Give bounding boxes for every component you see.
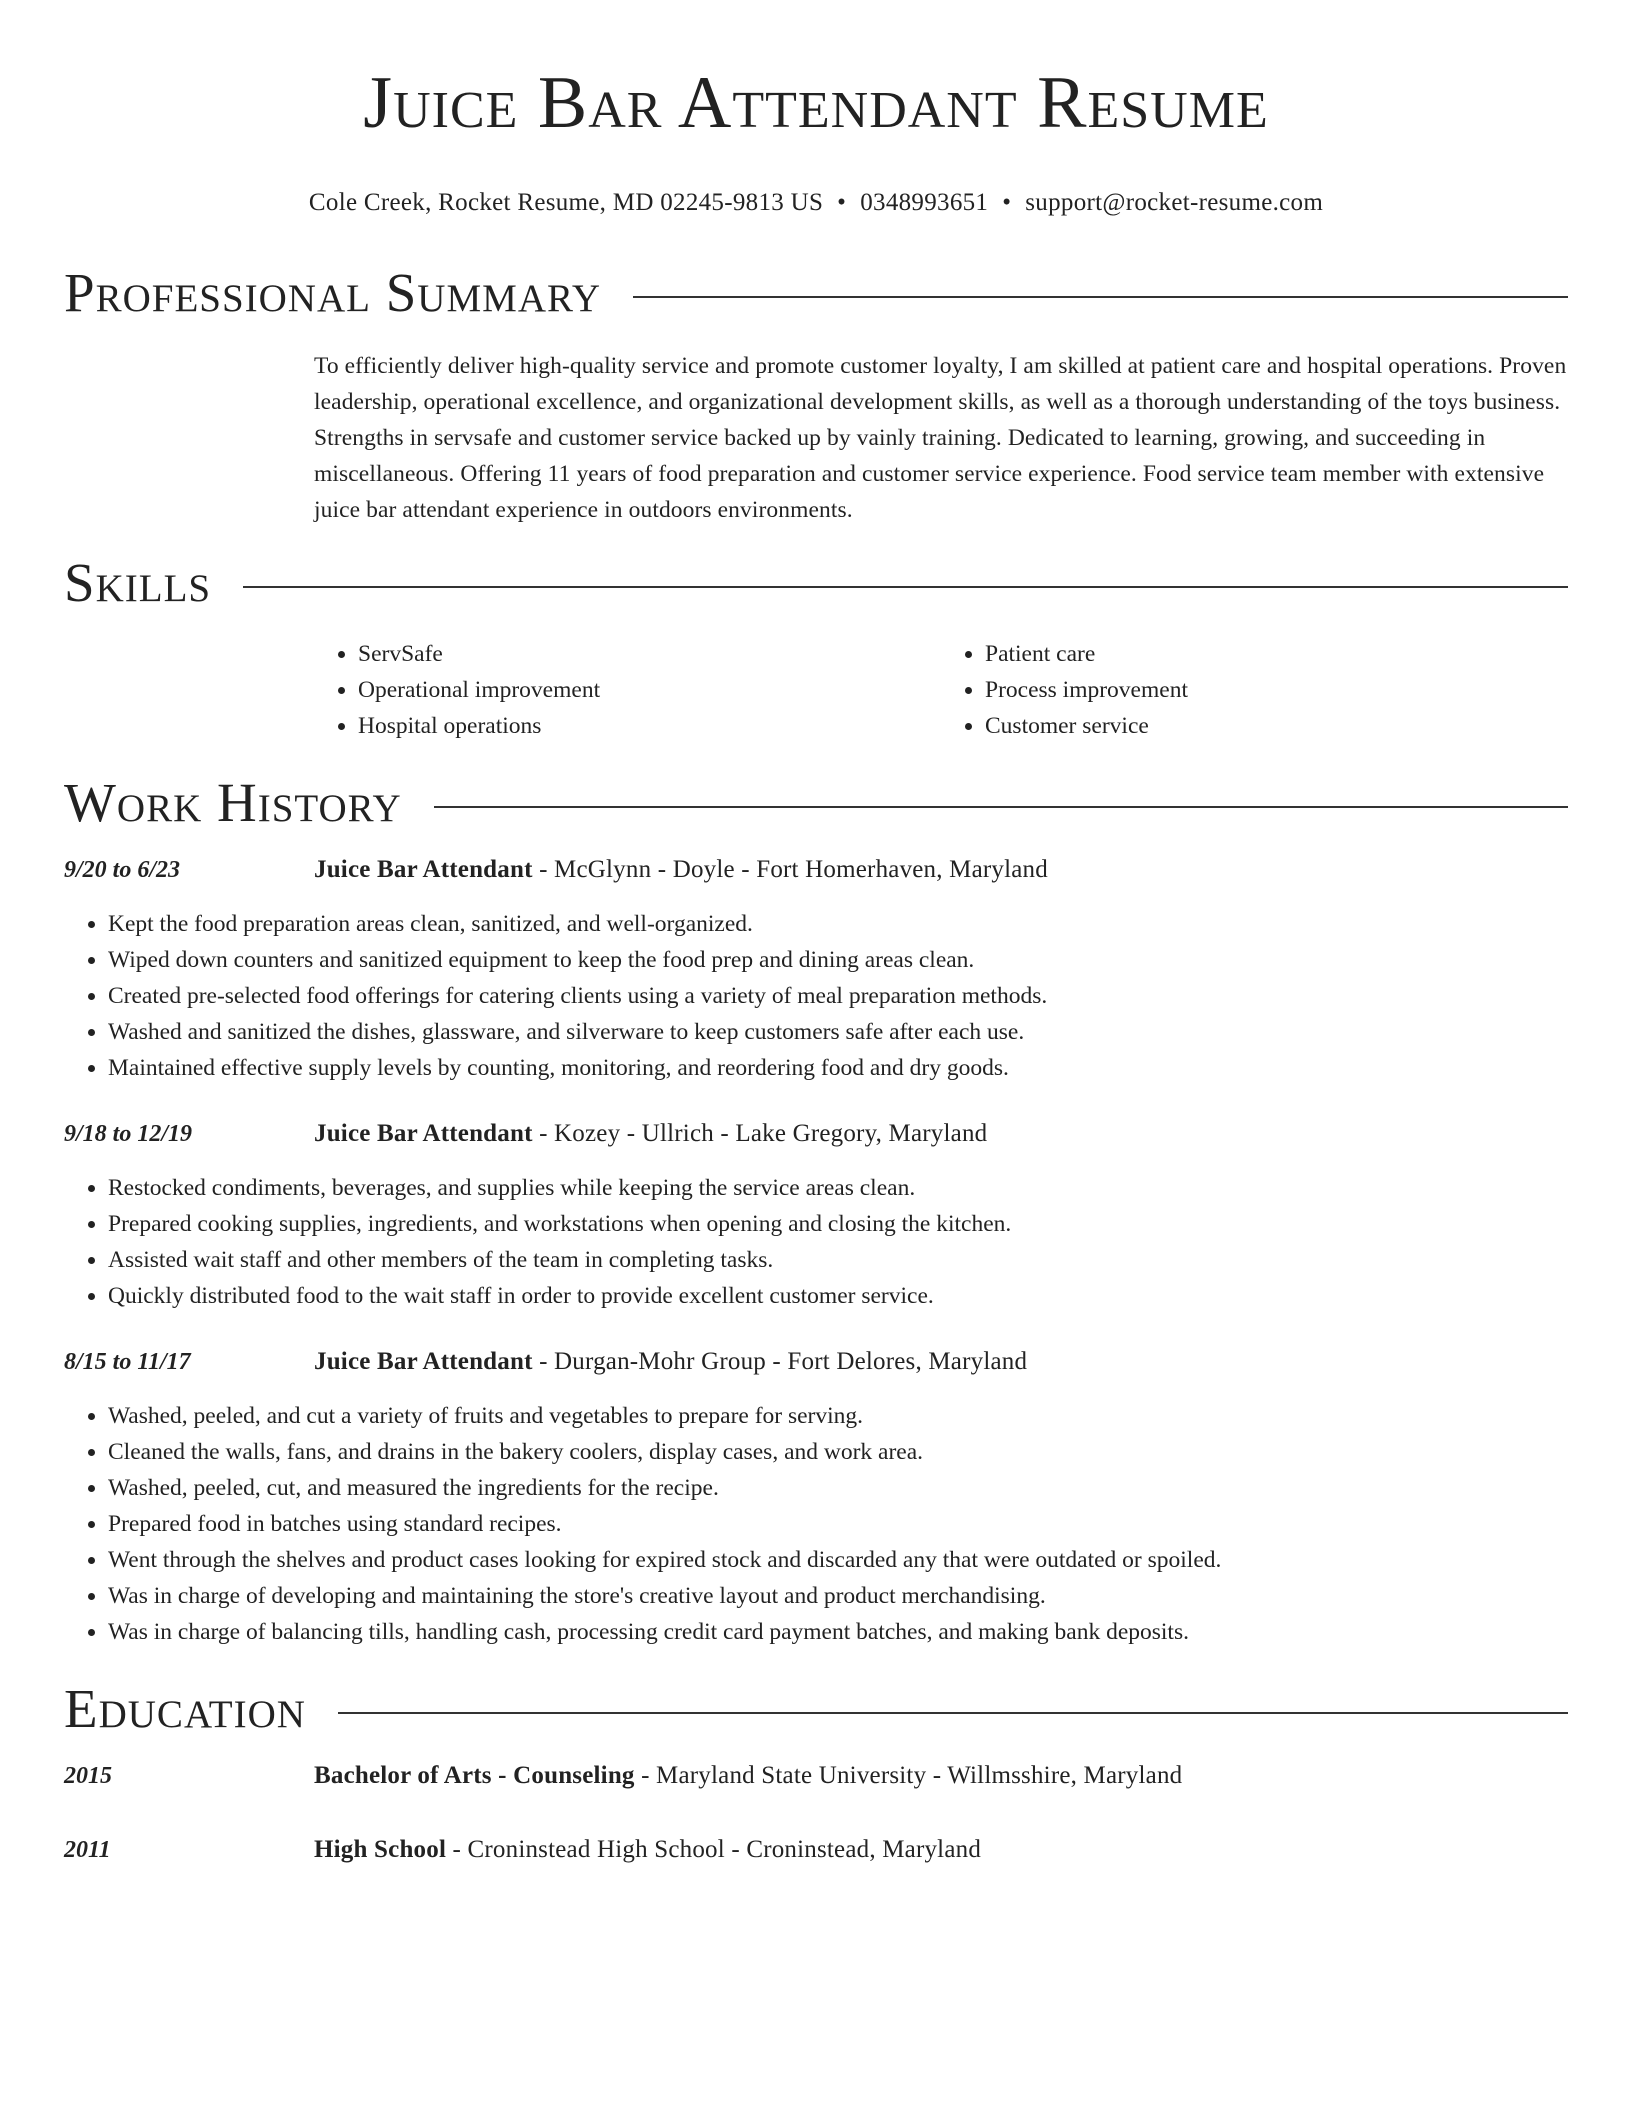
summary-section-header <box>64 262 1568 324</box>
job-bullet: • Prepared food in batches using standard recipes. <box>108 1506 1568 1542</box>
education-entry <box>64 1762 1568 1790</box>
job-bullets <box>64 1170 1568 1314</box>
skill-item: • Patient care <box>985 636 1568 672</box>
skill-item: • Customer service <box>985 708 1568 744</box>
section-divider <box>633 296 1568 298</box>
skills-list <box>314 636 1568 744</box>
job-bullets <box>64 906 1568 1086</box>
job-bullet: • Washed, peeled, and cut a variety of fruits and vegetables to prepare for serving. <box>108 1398 1568 1434</box>
job-bullet: • Went through the shelves and product cases looking for expired stock and discarded any that were outdated or spoiled. <box>108 1542 1568 1578</box>
job-details: - Durgan-Mohr Group - Fort Delores, Maryland <box>532 1347 1028 1375</box>
job-bullet: • Prepared cooking supplies, ingredients, and workstations when opening and closing the kitchen. <box>108 1206 1568 1242</box>
job-bullet: • Wiped down counters and sanitized equipment to keep the food prep and dining areas clean. <box>108 942 1568 978</box>
job-heading <box>314 856 1048 884</box>
contact-line <box>64 188 1568 218</box>
work-section-title: Work History <box>64 771 402 833</box>
skills-section-header <box>64 552 1568 614</box>
education-degree: High School <box>314 1835 447 1863</box>
job-entry <box>64 1120 1568 1314</box>
job-bullet: • Cleaned the walls, fans, and drains in the bakery coolers, display cases, and work area. <box>108 1434 1568 1470</box>
education-details: - Maryland State University - Willmsshire, Maryland <box>634 1761 1183 1789</box>
job-bullet: • Washed, peeled, cut, and measured the ingredients for the recipe. <box>108 1470 1568 1506</box>
skills-column-right <box>941 636 1568 744</box>
education-heading <box>314 1836 981 1864</box>
education-details: - Croninstead High School - Croninstead, Maryland <box>446 1835 982 1863</box>
job-bullet: • Kept the food preparation areas clean, sanitized, and well-organized. <box>108 906 1568 942</box>
job-details: - McGlynn - Doyle - Fort Homerhaven, Maryland <box>532 855 1048 883</box>
job-bullets <box>64 1398 1568 1650</box>
job-dates: 8/15 to 11/17 <box>64 1348 191 1375</box>
job-role: Juice Bar Attendant <box>314 1119 533 1147</box>
job-bullet: • Maintained effective supply levels by counting, monitoring, and reordering food and dry goods. <box>108 1050 1568 1086</box>
education-degree: Bachelor of Arts - Counseling <box>314 1761 635 1789</box>
contact-address: Cole Creek, Rocket Resume, MD 02245-9813 US <box>308 189 824 216</box>
summary-section-title: Professional Summary <box>64 262 602 323</box>
job-details: - Kozey - Ullrich - Lake Gregory, Maryland <box>532 1119 988 1147</box>
skills-column-left <box>314 636 941 744</box>
job-bullet: • Restocked condiments, beverages, and supplies while keeping the service areas clean. <box>108 1170 1568 1206</box>
job-bullet: • Was in charge of developing and maintaining the store's creative layout and product merchandising. <box>108 1578 1568 1614</box>
skill-item: • Process improvement <box>985 672 1568 708</box>
education-entry <box>64 1836 1568 1864</box>
education-year: 2015 <box>64 1762 112 1789</box>
job-heading <box>314 1348 1027 1376</box>
education-section-header <box>64 1678 1568 1740</box>
contact-email: support@rocket-resume.com <box>1025 189 1324 216</box>
section-divider <box>338 1712 1568 1714</box>
education-section-title: Education <box>64 1677 306 1739</box>
skill-item: • ServSafe <box>358 636 941 672</box>
summary-text: To efficiently deliver high-quality service and promote customer loyalty, I am skilled at patient care and hospital operations. Proven leadership, operational excellence, and organizational development skills, as well as a thorough understanding of the toys business. Strengths in servsafe and customer service backed up by vainly training. Dedicated to learning, growing, and succeeding in miscellaneous. Offering 11 years of food preparation and customer service experience. Food service team member with extensive juice bar attendant experience in outdoors environments. <box>314 353 1567 523</box>
section-divider <box>434 806 1568 808</box>
resume-title: Juice Bar Attendant Resume <box>363 62 1269 144</box>
job-dates: 9/20 to 6/23 <box>64 856 181 883</box>
job-heading <box>314 1120 987 1148</box>
contact-separator: • <box>1002 189 1012 216</box>
skill-item: • Hospital operations <box>358 708 941 744</box>
job-bullet: • Created pre-selected food offerings for catering clients using a variety of meal preparation methods. <box>108 978 1568 1014</box>
section-divider <box>243 586 1568 588</box>
job-role: Juice Bar Attendant <box>314 855 533 883</box>
work-section-header <box>64 772 1568 834</box>
education-heading <box>314 1762 1182 1790</box>
job-bullet: • Quickly distributed food to the wait staff in order to provide excellent customer service. <box>108 1278 1568 1314</box>
contact-separator: • <box>837 189 847 216</box>
job-bullet: • Washed and sanitized the dishes, glassware, and silverware to keep customers safe after each use. <box>108 1014 1568 1050</box>
job-entry <box>64 856 1568 1086</box>
skill-item: • Operational improvement <box>358 672 941 708</box>
education-year: 2011 <box>64 1836 111 1863</box>
job-entry <box>64 1348 1568 1650</box>
job-bullet: • Assisted wait staff and other members of the team in completing tasks. <box>108 1242 1568 1278</box>
skills-section-title: Skills <box>64 551 212 613</box>
job-role: Juice Bar Attendant <box>314 1347 533 1375</box>
job-dates: 9/18 to 12/19 <box>64 1120 193 1147</box>
job-bullet: • Was in charge of balancing tills, handling cash, processing credit card payment batches, and making bank deposits. <box>108 1614 1568 1650</box>
contact-phone: 0348993651 <box>860 189 989 216</box>
